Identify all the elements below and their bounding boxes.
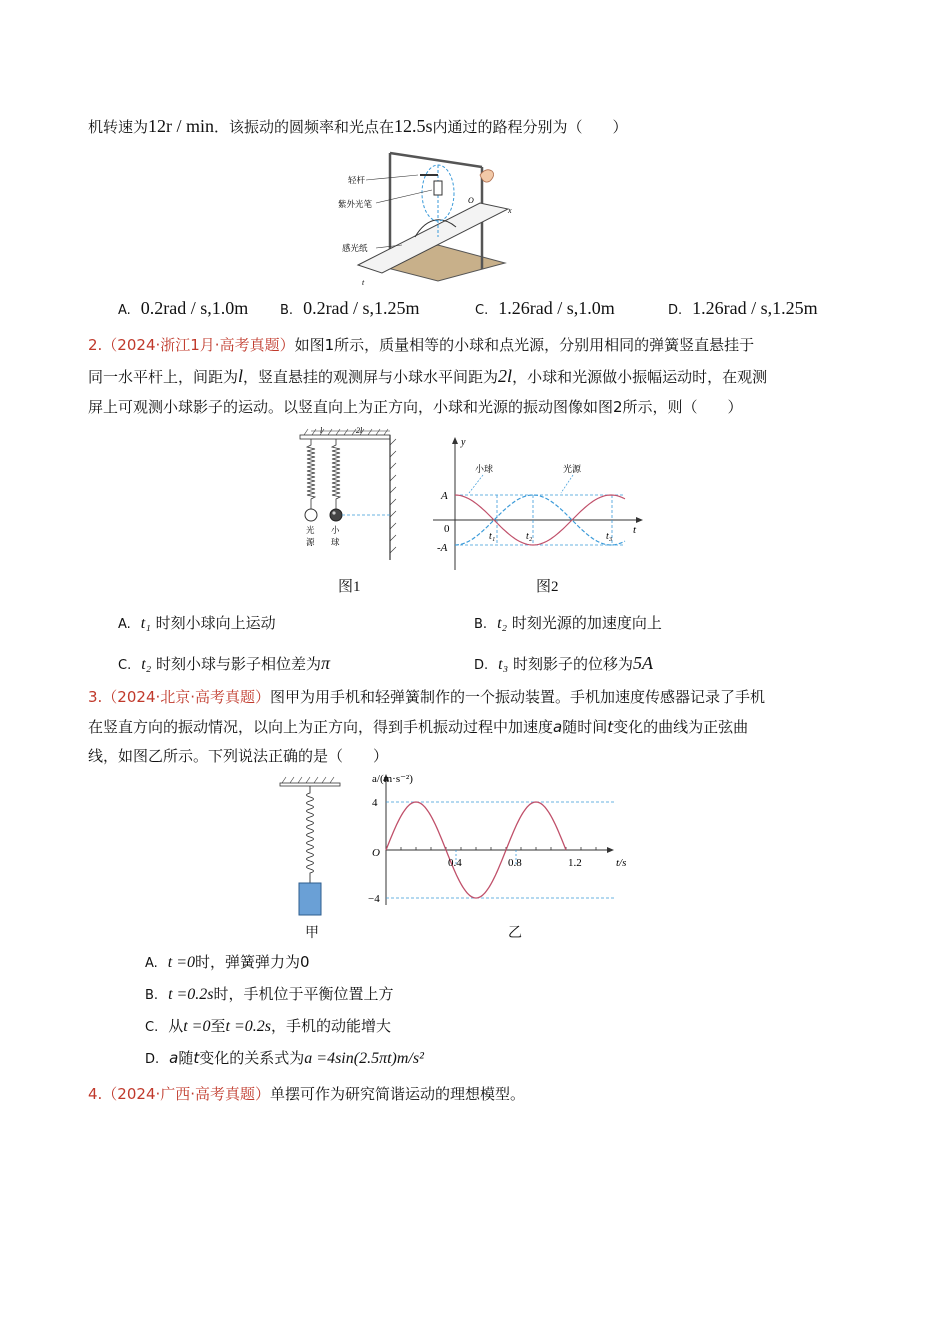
q3-xtick-1: 0.8 (508, 857, 522, 869)
q3-origin: O (372, 847, 380, 859)
q2-option-b[interactable]: B. t₂ 时刻光源的加速度向上 (474, 614, 662, 632)
q2-fig2-caption: 图2 (536, 579, 559, 595)
q2-label-ball-1: 小 (331, 525, 340, 535)
q2-fig2-axis-t: t (633, 524, 637, 536)
q1-option-c[interactable]: C. 1.26rad / s,1.0m (475, 298, 615, 318)
q3-ylabel: a/(m·s⁻²) (372, 773, 413, 785)
q3-stem-line3: 线，如图乙所示。下列说法正确的是（ ） (88, 747, 389, 765)
q2-dim-2l: 2l (356, 426, 363, 435)
q2-fig2-amp-neg: -A (437, 542, 448, 554)
q2-fig2-amp-pos: A (441, 490, 448, 502)
q1-option-d[interactable]: D. 1.26rad / s,1.25m (668, 298, 818, 318)
q1-label-paper: 感光纸 (342, 243, 368, 253)
q2-fig1-caption: 图1 (338, 579, 361, 595)
q1-stem-b: ．该振动的圆频率和光点在 (214, 118, 395, 136)
q3-caption-yi: 乙 (508, 926, 522, 941)
q2-ball (330, 509, 342, 521)
q2-option-a[interactable]: A. t₁ 时刻小球向上运动 (118, 614, 276, 632)
q2-spring-source (307, 439, 315, 509)
q2-tag: 2.（2024·浙江1月·高考真题） (88, 336, 295, 354)
q1-option-b[interactable]: B. 0.2rad / s,1.25m (280, 298, 420, 318)
q2-label-ball-2: 球 (331, 537, 340, 547)
q2-fig2-t2: t₂ (526, 531, 533, 542)
q1-speed: 12r / min (148, 116, 215, 136)
q3-y-pos: 4 (372, 797, 378, 809)
q2-light-source (305, 509, 317, 521)
q3-xlabel: t/s (616, 857, 627, 869)
q1-label-pen: 紫外光笔 (338, 199, 373, 209)
q2-option-c[interactable]: C. t₂ 时刻小球与影子相位差为π (118, 653, 331, 673)
q3-spring (307, 786, 314, 883)
q1-label-rod: 轻杆 (348, 175, 366, 185)
q3-figure-jia (270, 775, 350, 925)
q1-option-a[interactable]: A. 0.2rad / s,1.0m (118, 298, 249, 318)
q4-stem: 4.（2024·广西·高考真题）单摆可作为研究简谐运动的理想模型。 (88, 1085, 526, 1103)
q2-fig2-t1: t₁ (489, 531, 496, 542)
q1-axis-t: t (362, 278, 365, 287)
q2-spring-ball (332, 439, 340, 509)
q3-phone (299, 883, 321, 915)
q3-caption-jia: 甲 (305, 926, 319, 941)
q2-fig2-label-source: 光源 (563, 464, 582, 474)
q1-axis-x: x (508, 206, 512, 215)
q2-fig2-t3: t₃ (606, 531, 613, 542)
q1-origin: O (468, 196, 474, 205)
q2-fig2-axis-y: y (461, 437, 466, 448)
q2-stem-line1: 2.（2024·浙江1月·高考真题）如图1所示，质量相等的小球和点光源，分别用相同的弹簧竖直悬挂于 (88, 336, 755, 354)
q3-xtick-2: 1.2 (568, 857, 582, 869)
q2-figure2 (425, 435, 650, 575)
q2-option-d[interactable]: D. t₃ 时刻影子的位移为5A (474, 653, 653, 673)
q3-option-d[interactable]: D. a随t变化的关系式为a =4sin(2.5πt)m/s² (145, 1049, 424, 1067)
q1-frame-top (390, 153, 482, 167)
q1-stem-a: 机转速为 (88, 118, 149, 136)
q4-tag: 4.（2024·广西·高考真题） (88, 1085, 271, 1103)
q3-option-c[interactable]: C. 从t =0至t =0.2s，手机的动能增大 (145, 1017, 391, 1035)
q3-xtick-0: 0.4 (448, 857, 462, 869)
q3-stem-line2: 在竖直方向的振动情况，以向上为正方向，得到手机振动过程中加速度a随时间t变化的曲线为正弦曲 (88, 718, 749, 736)
q2-label-source-1: 光 (306, 525, 315, 535)
q1-stem-c: 内通过的路程分别为（ ） (432, 118, 628, 136)
q3-stem-line1: 3.（2024·北京·高考真题）图甲为用手机和轻弹簧制作的一个振动装置。手机加速度传感器记录了手机 (88, 688, 766, 706)
q2-fig2-origin: 0 (444, 523, 450, 535)
q1-figure (320, 145, 520, 290)
q1-pen (434, 181, 442, 195)
q3-tag: 3.（2024·北京·高考真题） (88, 688, 271, 706)
q1-time: 12.5s (394, 116, 433, 136)
q3-option-b[interactable]: B. t =0.2s时，手机位于平衡位置上方 (145, 985, 394, 1003)
q3-figure-yi (360, 770, 650, 910)
q3-y-neg: −4 (368, 893, 380, 905)
q2-fig2-label-ball: 小球 (475, 464, 494, 474)
q1-stem (88, 115, 628, 138)
q2-stem-line2: 同一水平杆上，间距为l，竖直悬挂的观测屏与小球水平间距为2l，小球和光源做小振幅运动时，在观测 (88, 366, 768, 386)
q3-option-a[interactable]: A. t =0时，弹簧弹力为0 (145, 953, 310, 971)
q2-label-source-2: 源 (306, 537, 315, 547)
q2-figure1 (290, 425, 410, 565)
q2-dim-l: l (320, 426, 323, 435)
q2-stem-line3: 屏上可观测小球影子的运动。以竖直向上为正方向，小球和光源的振动图像如图2所示，则（ ） (88, 398, 743, 416)
